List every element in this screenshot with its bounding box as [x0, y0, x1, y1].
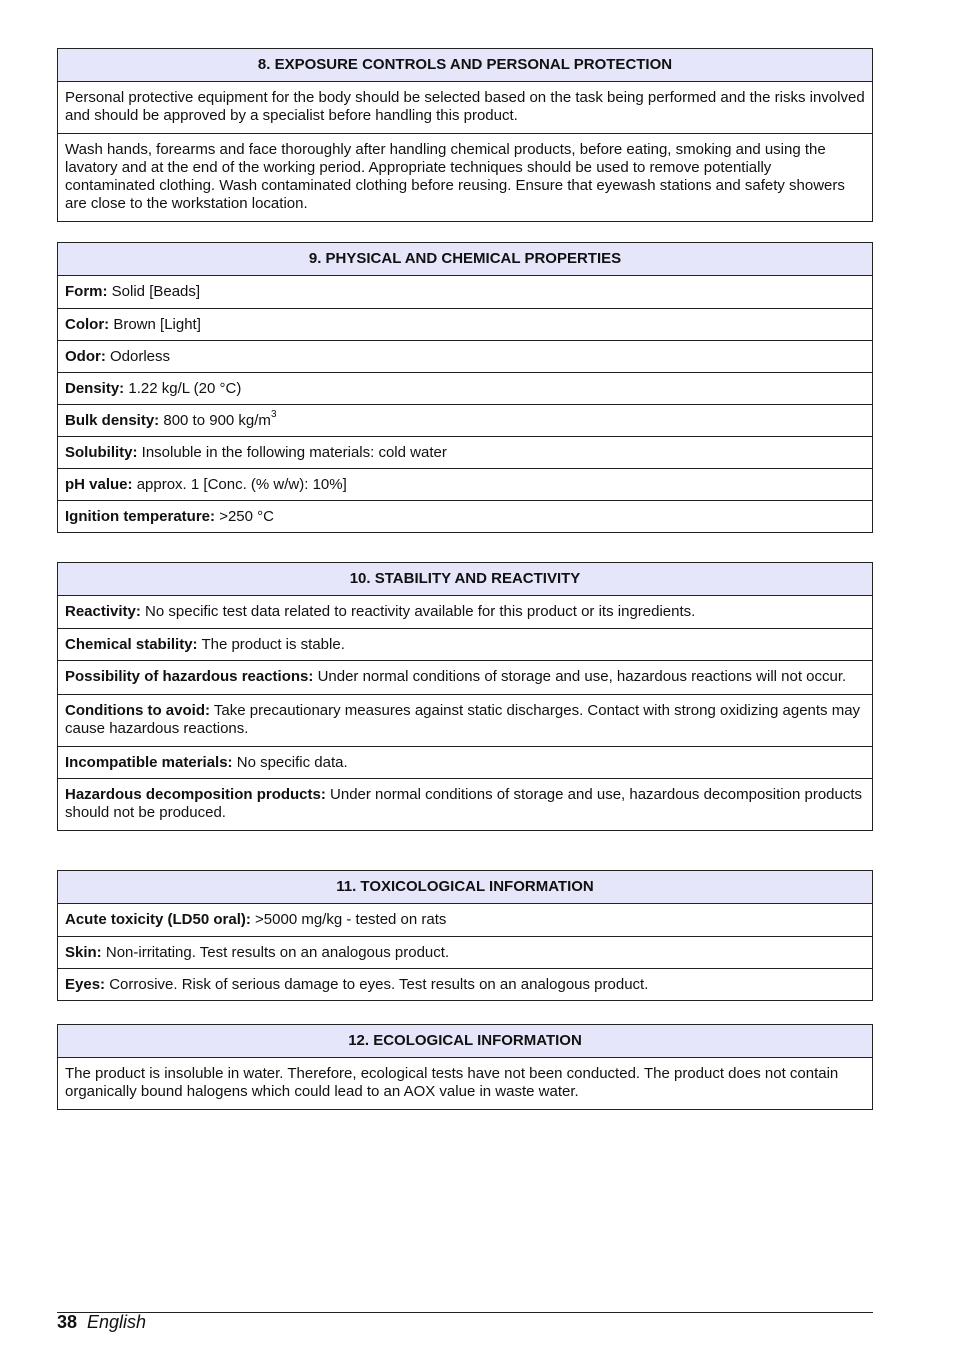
- section-title: 11. TOXICOLOGICAL INFORMATION: [58, 871, 872, 904]
- row-label: pH value:: [65, 476, 133, 493]
- row-label: Chemical stability:: [65, 636, 198, 653]
- row-text: Odorless: [110, 348, 171, 365]
- row-text: Insoluble in the following materials: cold water: [141, 444, 447, 461]
- row-label: Odor:: [65, 348, 106, 365]
- row-text: 1.22 kg/L (20 °C): [128, 380, 242, 397]
- section-title: 9. PHYSICAL AND CHEMICAL PROPERTIES: [58, 243, 872, 276]
- row-label: Acute toxicity (LD50 oral):: [65, 911, 251, 928]
- section-title: 12. ECOLOGICAL INFORMATION: [58, 1025, 872, 1058]
- property-row-solubility: [58, 436, 872, 468]
- footer-rule: [57, 1312, 873, 1313]
- section-row: [58, 133, 872, 221]
- row-label: Reactivity:: [65, 603, 141, 620]
- row-text: Take precautionary measures against static discharges. Contact with strong oxidizing agents may cause hazardous reactions.: [65, 702, 861, 737]
- row-text: Non-irritating. Test results on an analogous product.: [105, 944, 450, 961]
- property-row-color: [58, 308, 872, 340]
- property-row-density: [58, 372, 872, 404]
- page-number: 38: [57, 1312, 78, 1332]
- stability-row-incompatible-materials: [58, 746, 872, 778]
- property-row-form: [58, 276, 872, 308]
- section-stability-reactivity: [57, 562, 873, 831]
- row-text: 800 to 900 kg/m: [163, 412, 271, 429]
- row-label: Skin:: [65, 944, 102, 961]
- row-text: Brown [Light]: [113, 316, 201, 333]
- section-row: [58, 1058, 872, 1109]
- row-text: approx. 1 [Conc. (% w/w): 10%]: [136, 476, 347, 493]
- property-row-ph-value: [58, 468, 872, 500]
- row-text: No specific test data related to reactivity available for this product or its ingredients.: [145, 603, 696, 620]
- row-label: Hazardous decomposition products:: [65, 786, 326, 803]
- row-text: >250 °C: [219, 508, 274, 525]
- page-footer: [57, 1311, 146, 1333]
- row-text: >5000 mg/kg - tested on rats: [255, 911, 447, 928]
- row-label: Conditions to avoid:: [65, 702, 210, 719]
- stability-row-decomposition-products: [58, 778, 872, 830]
- row-label: Possibility of hazardous reactions:: [65, 668, 314, 685]
- row-text: Solid [Beads]: [111, 283, 201, 300]
- row-text: Under normal conditions of storage and use, hazardous decomposition products should not be produced.: [65, 786, 863, 821]
- section-toxicological-information: [57, 870, 873, 1001]
- row-text: No specific data.: [236, 754, 348, 771]
- section-exposure-controls: [57, 48, 873, 222]
- row-text: Wash hands, forearms and face thoroughly after handling chemical products, before eating, smoking and using the lavatory and at the end of the working period. Appropriate techniques should be used to remove potentially contaminated clothing. Wash contaminated clothing before reusing. Ensure that eyewash stations and safety showers are close to the workstation location.: [65, 141, 845, 212]
- row-text: Corrosive. Risk of serious damage to eyes. Test results on an analogous product.: [109, 976, 649, 993]
- stability-row-reactivity: [58, 596, 872, 628]
- row-text: Personal protective equipment for the body should be selected based on the task being performed and the risks involved and should be approved by a specialist before handling this product.: [65, 89, 865, 124]
- section-ecological-information: [57, 1024, 873, 1110]
- toxicology-row-eyes: [58, 968, 872, 1000]
- section-physical-chemical-properties: [57, 242, 873, 533]
- row-label: Bulk density:: [65, 412, 160, 429]
- toxicology-row-acute-toxicity: [58, 904, 872, 936]
- row-label: Ignition temperature:: [65, 508, 216, 525]
- section-title: 8. EXPOSURE CONTROLS AND PERSONAL PROTECTION: [58, 49, 872, 82]
- row-label: Color:: [65, 316, 110, 333]
- toxicology-row-skin: [58, 936, 872, 968]
- stability-row-conditions-to-avoid: [58, 694, 872, 746]
- stability-row-chemical-stability: [58, 628, 872, 660]
- row-text: Under normal conditions of storage and use, hazardous reactions will not occur.: [317, 668, 847, 685]
- row-label: Incompatible materials:: [65, 754, 233, 771]
- row-label: Eyes:: [65, 976, 106, 993]
- footer-language: English: [87, 1312, 147, 1332]
- property-row-odor: [58, 340, 872, 372]
- stability-row-hazardous-reactions: [58, 660, 872, 694]
- property-row-bulk-density: [58, 404, 872, 436]
- row-text: The product is stable.: [201, 636, 345, 653]
- row-label: Solubility:: [65, 444, 138, 461]
- property-row-ignition-temperature: [58, 500, 872, 532]
- section-title: 10. STABILITY AND REACTIVITY: [58, 563, 872, 596]
- superscript: 3: [270, 409, 277, 420]
- row-label: Density:: [65, 380, 125, 397]
- row-label: Form:: [65, 283, 108, 300]
- section-row: [58, 82, 872, 133]
- row-text: The product is insoluble in water. Therefore, ecological tests have not been conducted. The product does not contain organically bound halogens which could lead to an AOX value in waste water.: [65, 1065, 839, 1100]
